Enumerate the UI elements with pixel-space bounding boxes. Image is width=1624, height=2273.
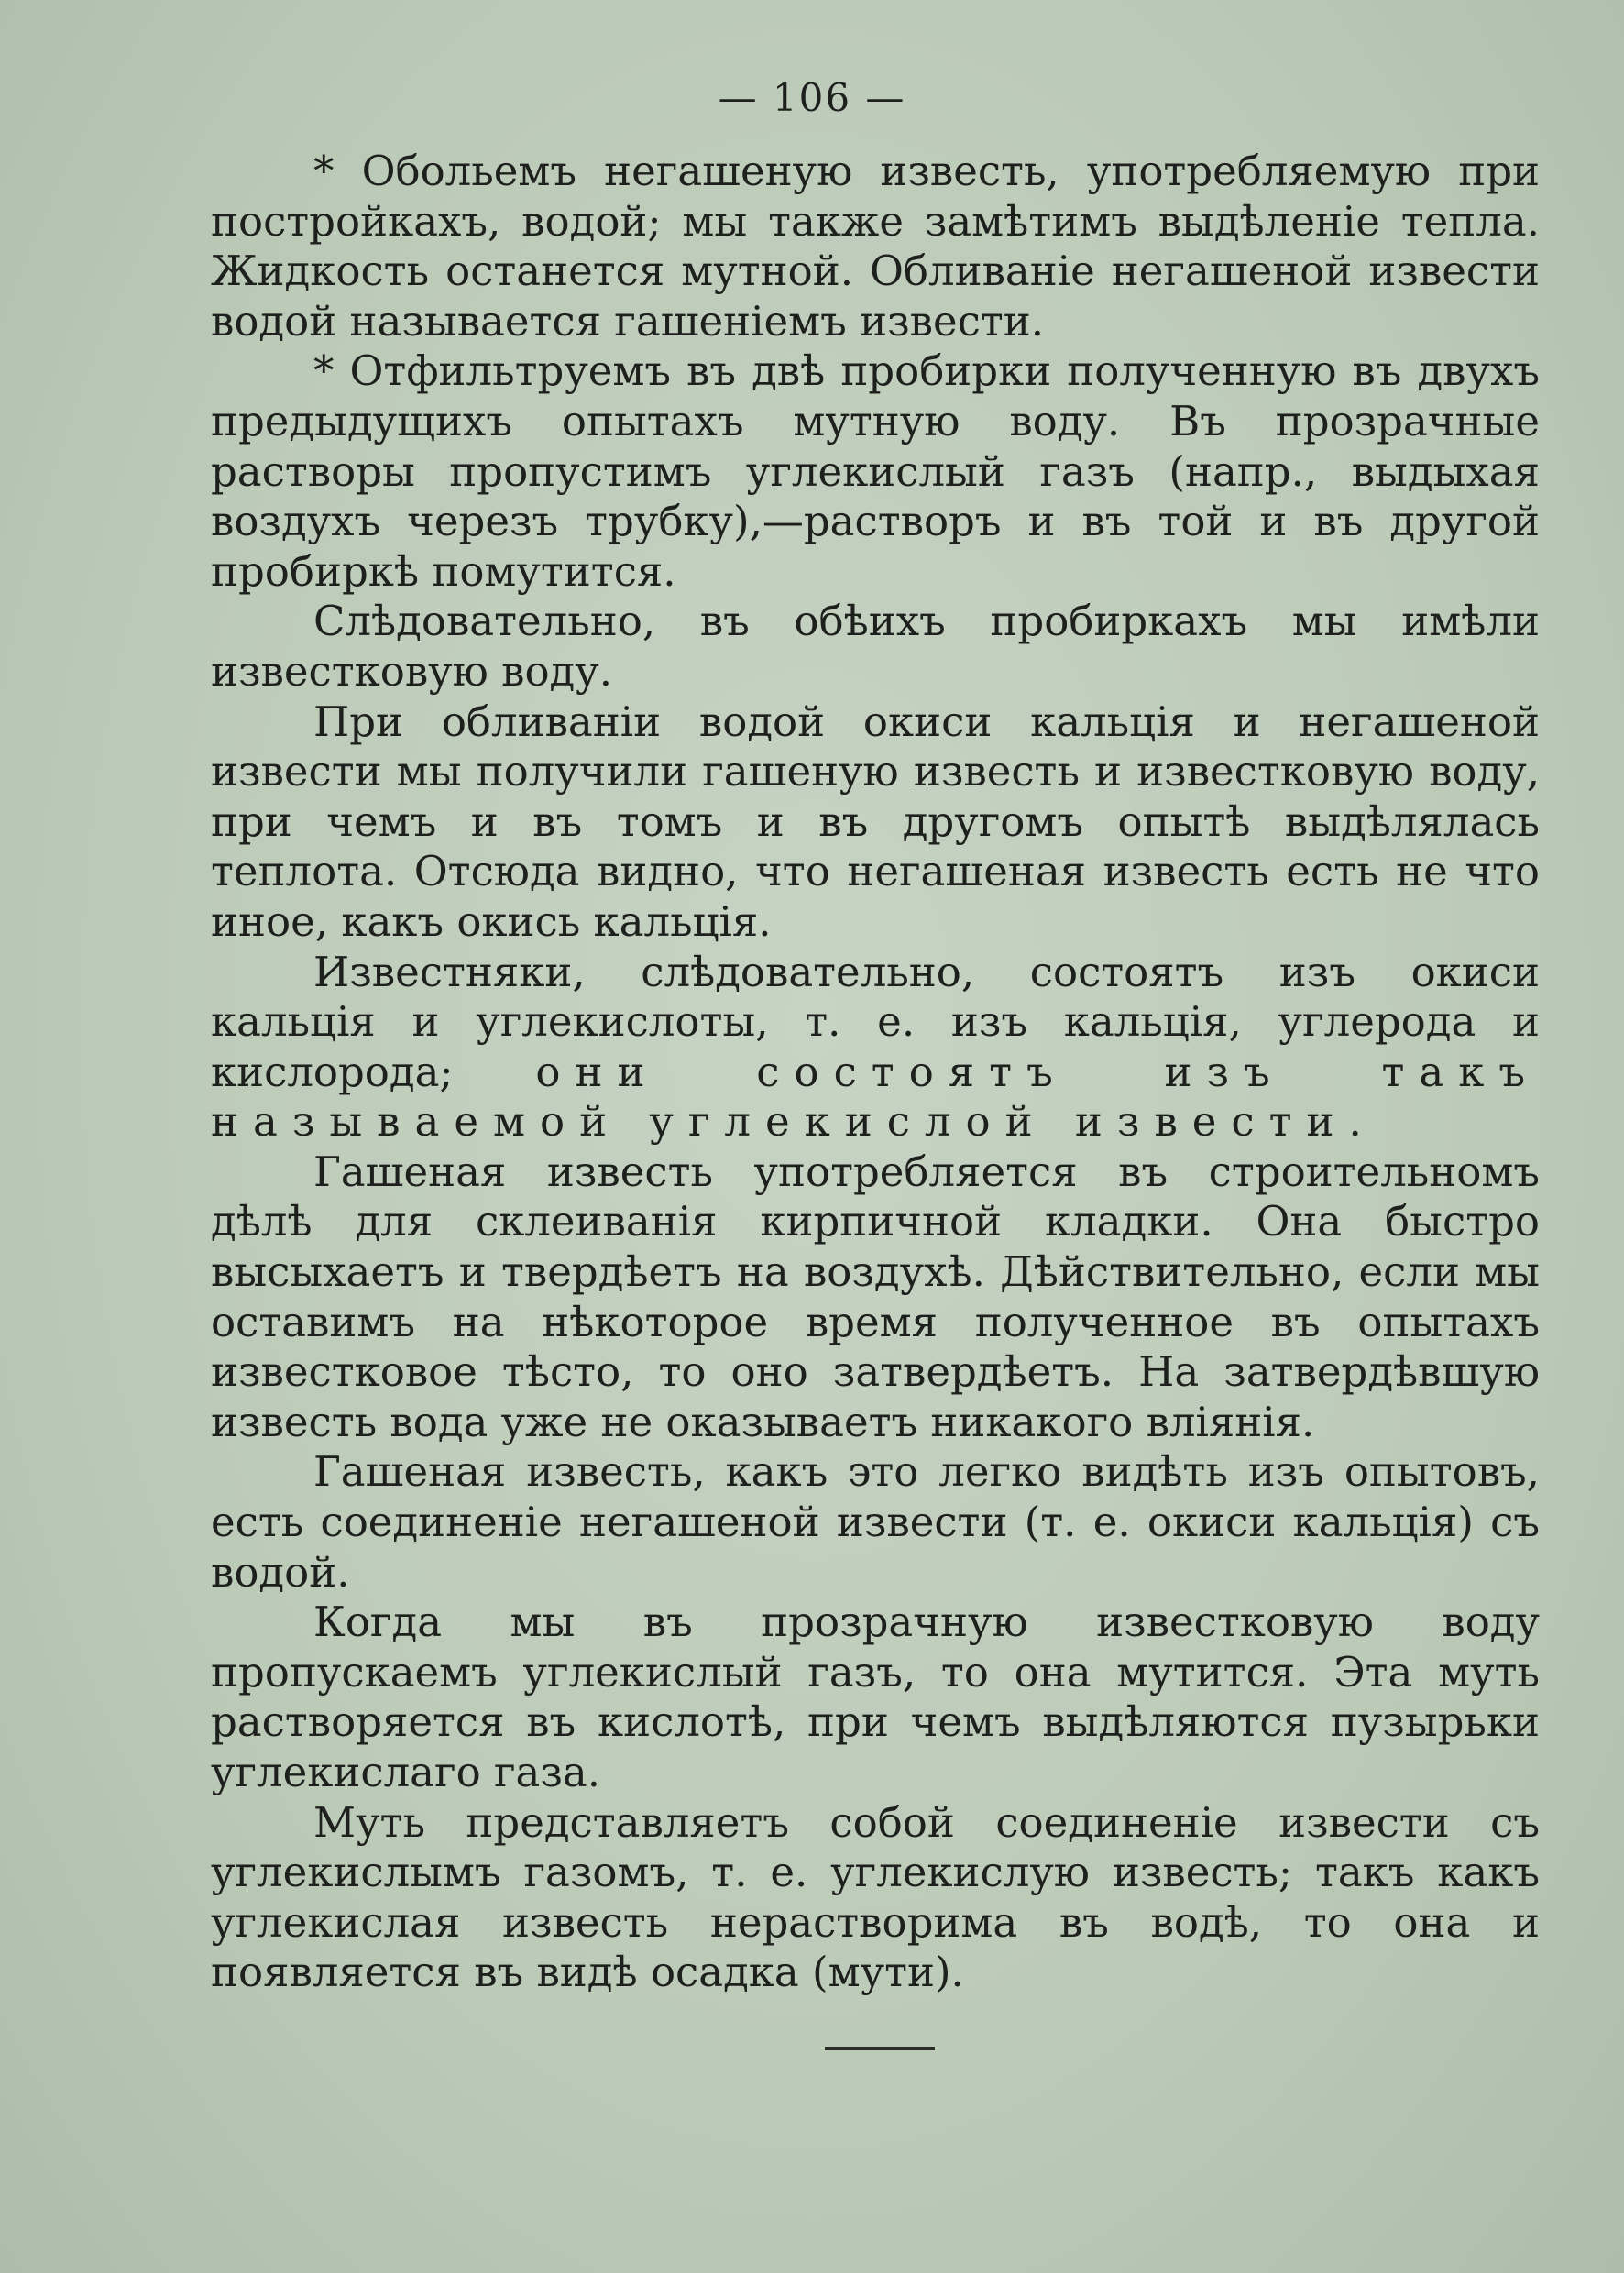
paragraph-slaking-lime: * Обольемъ негашеную известь, употребляемую при постройкахъ, водой; мы также замѣтимъ выдѣленіе тепла. Жидкость останется мутной. Обливаніе негашеной извести водой называется гашеніемъ извести. [211, 147, 1540, 346]
paragraph-slaked-lime: Гашеная известь, какъ это легко видѣть изъ опытовъ, есть соединеніе негашеной извести (т. е. окиси кальція) съ водой. [211, 1447, 1540, 1597]
end-rule [825, 2047, 935, 2050]
page-number: — 106 — [718, 75, 906, 120]
paragraph-construction: Гашеная известь употребляется въ строительномъ дѣлѣ для склеиванія кирпичной кладки. Она быстро высыхаетъ и твердѣетъ на воздухѣ. Дѣйствительно, если мы оставимъ на нѣкоторое время полученное въ опытахъ известковое тѣсто, то оно затвердѣетъ. На затвердѣвшую известь вода уже не оказываетъ никакого вліянія. [211, 1147, 1540, 1446]
paragraph-conclusion: Слѣдовательно, въ обѣихъ пробиркахъ мы имѣли известковую воду. [211, 597, 1540, 696]
paragraph-precipitate: Муть представляетъ собой соединеніе извести съ углекислымъ газомъ, т. е. углекислую известь; такъ какъ углекислая известь нерастворима въ водѣ, то она и появляется въ видѣ осадка (мути). [211, 1797, 1540, 1997]
paragraph-quicklime: При обливаніи водой окиси кальція и негашеной извести мы получили гашеную известь и известковую воду, при чемъ и въ томъ и въ другомъ опытѣ выдѣлялась теплота. Отсюда видно, что негашеная известь есть не что иное, какъ окись кальція. [211, 697, 1540, 946]
paragraph-turbidity: Когда мы въ прозрачную известковую воду пропускаемъ углекислый газъ, то она мутится. Эта муть растворяется въ кислотѣ, при чемъ выдѣляются пузырьки углекислаго газа. [211, 1598, 1540, 1796]
limestone-lead: Известняки, слѣдовательно, состоятъ изъ окиси кальція и углекислоты, т. е. изъ кальція, углерода и кислорода; [211, 947, 1540, 1096]
limestone-spaced-emphasis: они состоятъ изъ такъ называемой углекислой извести. [211, 1047, 1540, 1147]
paragraph-filtering: * Отфильтруемъ въ двѣ пробирки полученную въ двухъ предыдущихъ опытахъ мутную воду. Въ прозрачные растворы пропустимъ углекислый газъ (напр., выдыхая воздухъ черезъ трубку),—растворъ и въ той и въ другой пробиркѣ помутится. [211, 346, 1540, 596]
body-text [211, 147, 1540, 1998]
paragraph-limestone [211, 948, 1540, 1147]
